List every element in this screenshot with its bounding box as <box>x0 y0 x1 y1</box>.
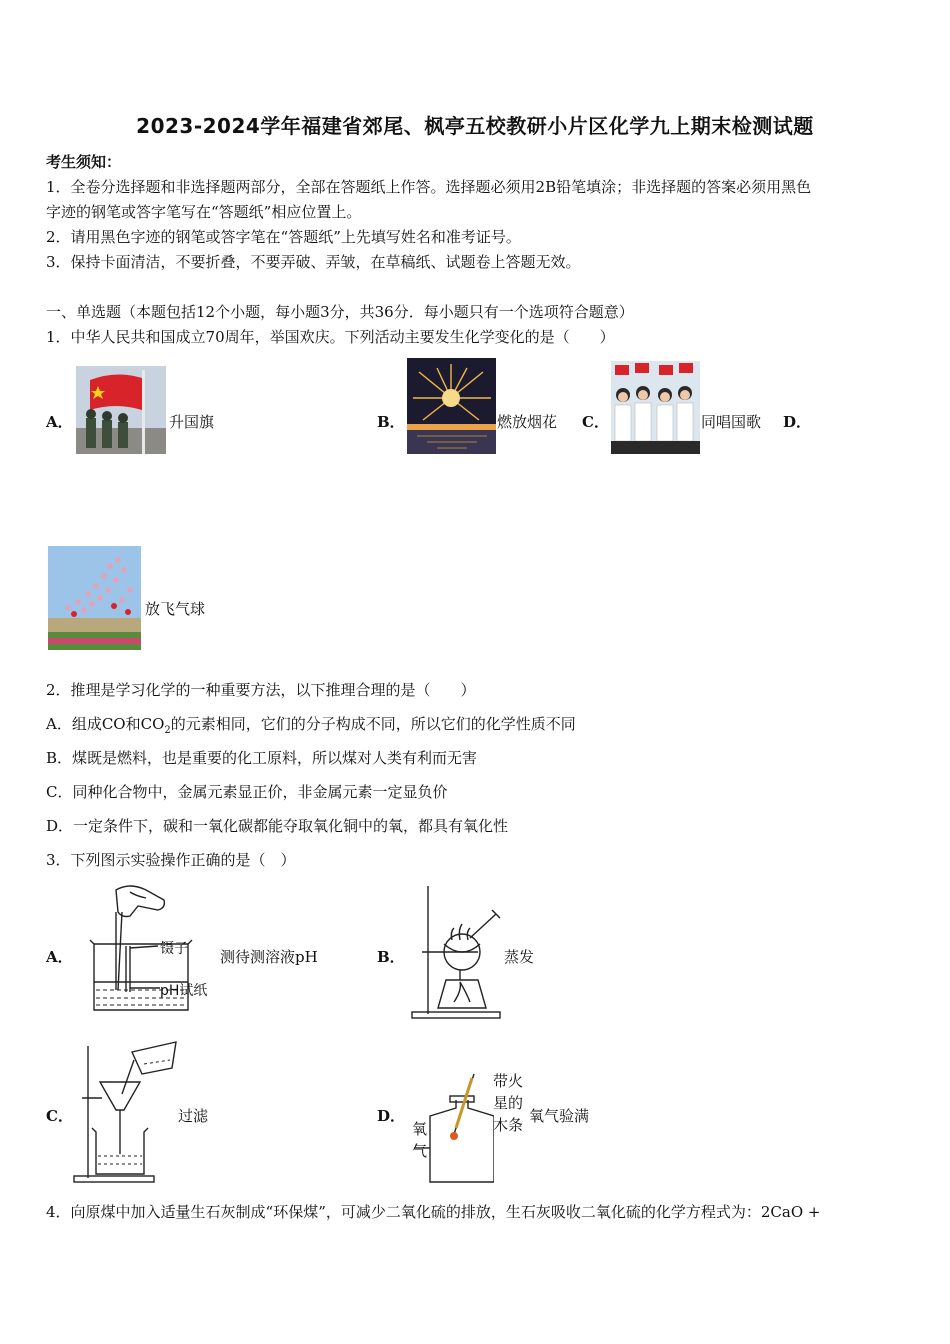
q2-option-a-post: 的元素相同，它们的分子构成不同，所以它们的化学性质不同 <box>170 715 576 733</box>
splint-label-3: 木条 <box>493 1116 524 1134</box>
q1-option-d-caption: 放飞气球 <box>145 600 206 618</box>
q3-stem: 3．下列图示实验操作正确的是（ ） <box>46 851 296 869</box>
page-title: 2023-2024学年福建省郊尾、枫亭五校教研小片区化学九上期末检测试题 <box>136 114 814 138</box>
q3-option-c-letter: C． <box>46 1107 73 1125</box>
notice-item-1: 1．全卷分选择题和非选择题两部分，全部在答题纸上作答。选择题必须用2B铅笔填涂；非选择题的答案必须用黑色 <box>46 178 812 196</box>
q2-option-c: C．同种化合物中，金属元素显正价，非金属元素一定显负价 <box>46 783 448 801</box>
q1-option-c-letter: C． <box>582 413 609 431</box>
filtration-diagram <box>72 1038 182 1184</box>
balloons-image <box>48 546 141 650</box>
evaporation-diagram <box>408 884 504 1020</box>
q1-option-c-caption: 同唱国歌 <box>701 413 762 431</box>
q2-option-b: B．煤既是燃料，也是重要的化工原料，所以煤对人类有利而无害 <box>46 749 478 767</box>
q2-option-a-sub: 2 <box>164 725 171 736</box>
q1-stem: 1．中华人民共和国成立70周年，举国欢庆。下列活动主要发生化学变化的是（ ） <box>46 328 615 346</box>
q2-stem: 2．推理是学习化学的一种重要方法，以下推理合理的是（ ） <box>46 681 476 699</box>
tweezers-label: 镊子 <box>160 941 188 957</box>
notice-item-3: 3．保持卡面清洁，不要折叠，不要弄破、弄皱，在草稿纸、试题卷上答题无效。 <box>46 253 581 271</box>
singing-anthem-image <box>611 361 700 454</box>
q1-option-b-caption: 燃放烟花 <box>497 413 558 431</box>
ph-paper-label: pH试纸 <box>160 983 208 999</box>
q4-stem: 4．向原煤中加入适量生石灰制成“环保煤”，可减少二氧化硫的排放，生石灰吸收二氧化硫的化学方程式为：2CaO + <box>46 1203 821 1221</box>
q3-option-b-letter: B． <box>377 948 405 966</box>
notice-item-1-cont: 字迹的钢笔或答字笔写在“答题纸”相应位置上。 <box>46 203 362 221</box>
q2-option-d: D．一定条件下，碳和一氧化碳都能夺取氧化铜中的氧，都具有氧化性 <box>46 817 509 835</box>
notice-item-2: 2．请用黑色字迹的钢笔或答字笔在“答题纸”上先填写姓名和准考证号。 <box>46 228 521 246</box>
q3-option-b-caption: 蒸发 <box>504 948 535 966</box>
q1-option-a-caption: 升国旗 <box>169 413 215 431</box>
q1-option-a-letter: A． <box>46 413 73 431</box>
section1-heading: 一、单选题（本题包括12个小题，每小题3分，共36分．每小题只有一个选项符合题意） <box>46 303 634 321</box>
q3-option-a-letter: A． <box>46 948 73 966</box>
q1-option-b-letter: B． <box>377 413 405 431</box>
notice-heading: 考生须知： <box>46 153 122 171</box>
q2-option-a-pre: A．组成CO和CO <box>46 715 165 733</box>
q3-option-a-caption: 测待测溶液pH <box>220 948 318 966</box>
oxygen-label-2: 气 <box>412 1142 428 1160</box>
q3-option-d-letter: D． <box>377 1107 406 1125</box>
fireworks-image <box>407 358 496 454</box>
q3-option-c-caption: 过滤 <box>178 1107 209 1125</box>
q2-option-a <box>46 714 576 741</box>
flag-raising-image <box>76 366 166 454</box>
oxygen-label-1: 氧 <box>412 1120 428 1138</box>
splint-label-2: 星的 <box>493 1094 524 1112</box>
q3-option-d-caption: 氧气验满 <box>529 1107 590 1125</box>
q1-option-d-letter: D． <box>783 413 812 431</box>
splint-label-1: 带火 <box>493 1072 524 1090</box>
